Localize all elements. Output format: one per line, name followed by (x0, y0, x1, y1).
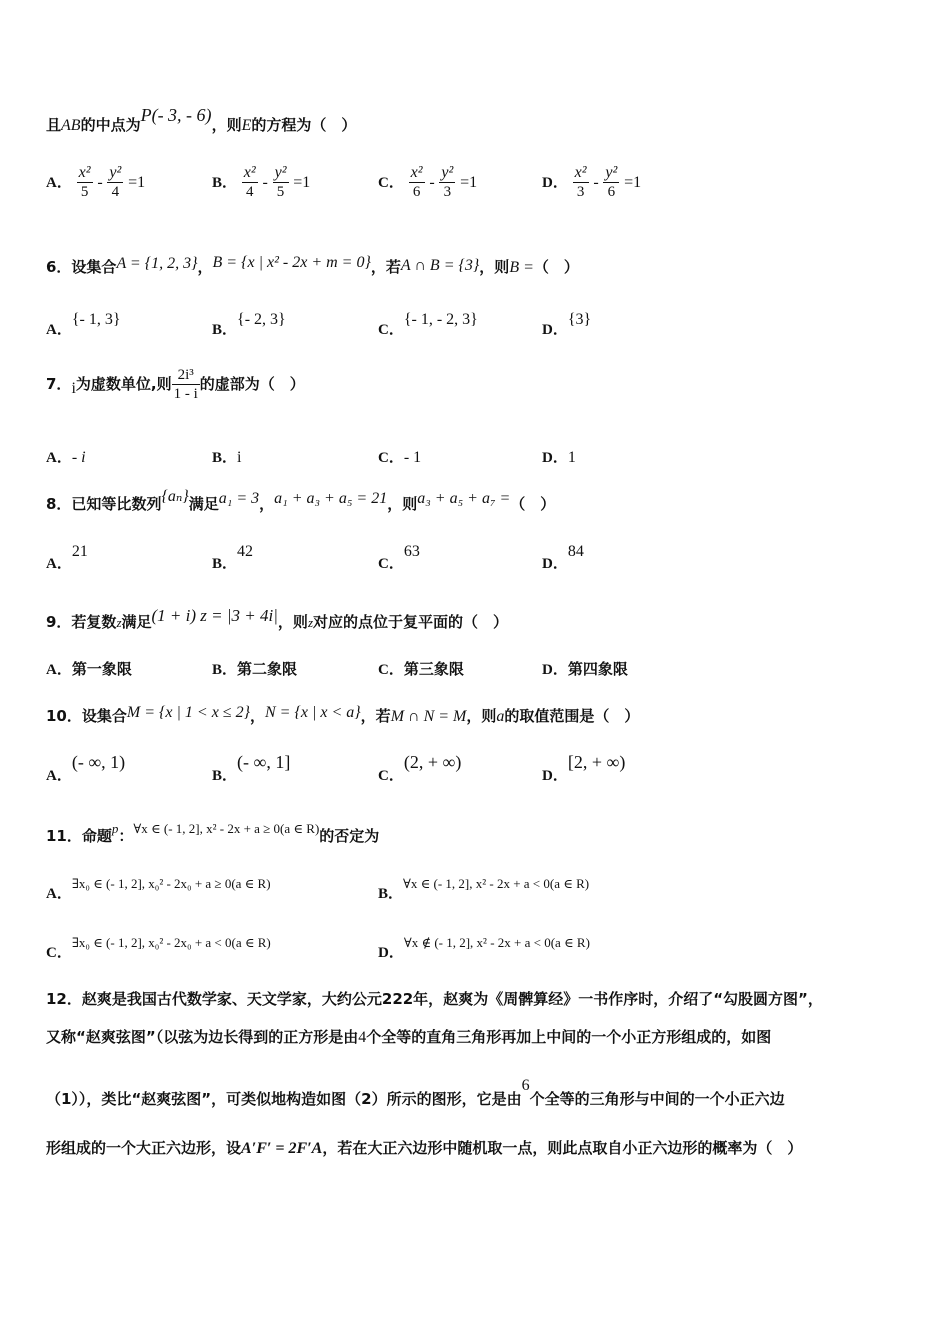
option-label: D． (542, 175, 568, 191)
option-value: (- ∞, 1] (237, 752, 291, 772)
q11-option-c[interactable] (46, 931, 271, 961)
q7-option-d[interactable] (542, 446, 576, 467)
q9-stem: 9．若复数z满足(1 + i) z = |3 + 4i|，则z对应的点位于复平面的（ ） (46, 606, 509, 631)
q6-number: 6．设集合 (46, 258, 117, 276)
q6-intersection: A ∩ B = {3} (400, 257, 480, 274)
option-label: B． (212, 662, 238, 678)
option-value: 第二象限 (237, 660, 298, 678)
q12-line-3: （1）），类比“赵爽弦图”，可类似地构造如图（2）所示的图形，它是由6个全等的三角形与中间的一个小正六边 (46, 1077, 785, 1108)
q6-set-a: A = {1, 2, 3} (116, 255, 198, 272)
q12-ratio: A′F′ = 2F′A (241, 1140, 323, 1157)
q11-stem: 11．命题p：∀x ∈ (- 1, 2], x² - 2x + a ≥ 0(a ∈ R)的否定为 (46, 821, 380, 845)
option-label: A． (46, 556, 72, 572)
q11-option-d[interactable] (378, 931, 590, 961)
q7-number: 7． (46, 375, 72, 393)
q12-line-4: 形组成的一个大正六边形，设A′F′ = 2F′A，若在大正六边形中随机取一点，则此点取自小正六边形的概率为（ ） (46, 1139, 803, 1157)
fraction: $\frac{\text{y²}}{3}$ (441, 164, 454, 200)
q5-mid: 的中点为 (80, 116, 141, 134)
q6-option-a[interactable] (46, 308, 121, 338)
option-label: C． (378, 450, 404, 466)
q7-option-c[interactable] (378, 446, 421, 467)
fraction: $\frac{\text{y²}}{4}$ (109, 164, 122, 200)
q5-tail: 的方程为（ ） (251, 116, 357, 134)
q5-option-c[interactable]: C． $\frac{\text{x²}}{6}$ - $\frac{\text{y²}}{3}$ =1 (378, 164, 478, 200)
fraction: $\frac{\text{x²}}{4}$ (243, 164, 256, 200)
q11-p: p (111, 821, 119, 836)
q5-stem (46, 105, 357, 135)
q8-number: 8．已知等比数列 (46, 495, 162, 513)
q7-stem: 7．i为虚数单位,则 $\frac{\text{2i³}}{1 - i}$ 的虚部为（ ） (46, 367, 305, 402)
option-label: A． (46, 662, 72, 678)
fraction: $\frac{\text{y²}}{6}$ (605, 164, 618, 200)
option-value: 第一象限 (71, 660, 132, 678)
q6-option-d[interactable] (542, 308, 592, 338)
q8-stem: 8．已知等比数列{aₙ}满足a₁ = 3，a₁ + a₃ + a₅ = 21，则a₃ + a₅ + a₇ =（ ） (46, 488, 556, 513)
q8-sum2: a₃ + a₅ + a₇ = (417, 490, 511, 507)
q6-option-b[interactable] (212, 308, 286, 338)
q10-set-n: N = {x | x < a} (265, 704, 361, 721)
option-label: A． (46, 768, 72, 784)
option-value: 42 (237, 543, 254, 560)
q10-set-m: M = {x | 1 < x ≤ 2} (126, 704, 250, 721)
q12-four: 4 (358, 1029, 367, 1046)
option-value: 1 (567, 449, 576, 466)
q5-e: E (241, 117, 252, 134)
fraction: $\frac{\text{x²}}{3}$ (574, 164, 587, 200)
q5-option-b[interactable]: B． $\frac{\text{x²}}{4}$ - $\frac{\text{y²}}{5}$ =1 (212, 164, 311, 200)
q12-line-1: 12．赵爽是我国古代数学家、天文学家，大约公元222年，赵爽为《周髀算经》一书作序时，介绍了“勾股圆方图”， (46, 990, 823, 1008)
option-label: C． (378, 768, 404, 784)
option-value: {- 1, 3} (71, 311, 121, 328)
option-value: 21 (71, 543, 88, 560)
q6-stem: 6．设集合A = {1, 2, 3}，B = {x | x² - 2x + m = 0}，若A ∩ B = {3}，则B =（ ） (46, 254, 579, 276)
option-value: - i (71, 449, 86, 466)
q8-option-d[interactable] (542, 540, 584, 572)
option-value: ∃x₀ ∈ (- 1, 2], x₀² - 2x₀ + a < 0(a ∈ R) (71, 935, 271, 950)
option-label: A． (46, 450, 72, 466)
q10-option-c[interactable] (378, 752, 462, 784)
option-value: - 1 (403, 449, 422, 466)
option-label: D． (542, 662, 568, 678)
option-label: A． (46, 322, 72, 338)
q10-option-b[interactable] (212, 752, 291, 784)
q8-option-b[interactable] (212, 540, 254, 572)
q8-a1: a₁ = 3 (218, 490, 260, 507)
q11-option-b[interactable] (378, 872, 590, 902)
option-label: C． (378, 175, 404, 191)
q12-six: 6 (521, 1077, 530, 1094)
option-value: (2, + ∞) (403, 752, 462, 772)
q8-option-c[interactable] (378, 540, 420, 572)
q5-point: P(- 3, - 6) (140, 105, 212, 125)
q11-option-a[interactable] (46, 872, 271, 902)
option-label: C． (378, 662, 404, 678)
q6-option-c[interactable] (378, 308, 478, 338)
option-value: ∀x ∉ (- 1, 2], x² - 2x + a < 0(a ∈ R) (403, 935, 590, 950)
q9-z2: z (307, 615, 313, 630)
q5-then: ，则 (211, 116, 242, 134)
option-value: {- 2, 3} (237, 311, 286, 328)
q7-option-a[interactable] (46, 446, 86, 467)
option-label: B． (212, 556, 238, 572)
option-value: 84 (567, 543, 584, 560)
q5-prefix: 且 (46, 116, 62, 134)
q8-option-a[interactable] (46, 540, 88, 572)
q6-b: B = (509, 259, 534, 276)
option-value: i (237, 449, 242, 466)
option-value: 第三象限 (403, 660, 464, 678)
option-label: C． (378, 556, 404, 572)
q7-fraction: $\frac{\text{2i³}}{1 - i}$ (173, 367, 198, 402)
q9-option-b[interactable] (212, 658, 297, 679)
q5-ab: AB (61, 117, 81, 134)
option-label: D． (542, 450, 568, 466)
option-label: D． (542, 322, 568, 338)
option-value: ∀x ∈ (- 1, 2], x² - 2x + a < 0(a ∈ R) (403, 876, 590, 891)
option-value: {3} (567, 311, 592, 328)
fraction: $\frac{\text{x²}}{6}$ (410, 164, 423, 200)
option-label: D． (542, 768, 568, 784)
q7-option-b[interactable] (212, 446, 241, 467)
option-value: 第四象限 (567, 660, 628, 678)
option-label: B． (212, 450, 238, 466)
q9-number: 9．若复数 (46, 613, 117, 631)
q10-a: a (496, 708, 505, 725)
option-label: C． (46, 945, 72, 961)
q12-line-2: 又称“赵爽弦图”（以弦为边长得到的正方形是由4个全等的直角三角形再加上中间的一个小正方形组成的，如图 (46, 1028, 772, 1046)
q7-i: i (71, 380, 76, 397)
option-label: B． (212, 175, 238, 191)
option-label: B． (212, 768, 238, 784)
option-value: (- ∞, 1) (71, 752, 126, 772)
option-label: A． (46, 175, 72, 191)
q9-option-d[interactable] (542, 658, 628, 679)
option-label: C． (378, 322, 404, 338)
q8-seq: {aₙ} (161, 488, 189, 505)
option-value: [2, + ∞) (567, 752, 626, 772)
q6-set-b: B = {x | x² - 2x + m = 0} (212, 254, 371, 271)
q9-option-c[interactable] (378, 658, 464, 679)
q10-option-d[interactable] (542, 752, 626, 784)
fraction: $\frac{\text{y²}}{5}$ (274, 164, 287, 200)
q9-z: z (116, 615, 122, 630)
q5-option-a[interactable]: A． $\frac{\text{x²}}{5}$ - $\frac{\text{y²}}{4}$ =1 (46, 164, 146, 200)
fraction: $\frac{\text{x²}}{5}$ (78, 164, 91, 200)
option-label: D． (542, 556, 568, 572)
option-label: A． (46, 886, 72, 902)
q10-option-a[interactable] (46, 752, 126, 784)
option-value: {- 1, - 2, 3} (403, 311, 478, 328)
option-value: ∃x₀ ∈ (- 1, 2], x₀² - 2x₀ + a ≥ 0(a ∈ R) (71, 876, 271, 891)
option-label: D． (378, 945, 404, 961)
option-value: 63 (403, 543, 420, 560)
q10-condition: M ∩ N = M (390, 708, 467, 725)
q11-number: 11．命题 (46, 827, 112, 845)
q11-proposition: ∀x ∈ (- 1, 2], x² - 2x + a ≥ 0(a ∈ R) (133, 821, 320, 836)
option-label: B． (212, 322, 238, 338)
q10-number: 10．设集合 (46, 707, 127, 725)
q9-equation: (1 + i) z = |3 + 4i| (151, 606, 278, 625)
q9-option-a[interactable] (46, 658, 132, 679)
q5-option-d[interactable]: D． $\frac{\text{x²}}{3}$ - $\frac{\text{y²}}{6}$ =1 (542, 164, 642, 200)
q10-stem: 10．设集合M = {x | 1 < x ≤ 2}，N = {x | x < a}，若M ∩ N = M，则a的取值范围是（ ） (46, 704, 640, 725)
option-label: B． (378, 886, 404, 902)
q8-sum1: a₁ + a₃ + a₅ = 21 (274, 490, 388, 507)
